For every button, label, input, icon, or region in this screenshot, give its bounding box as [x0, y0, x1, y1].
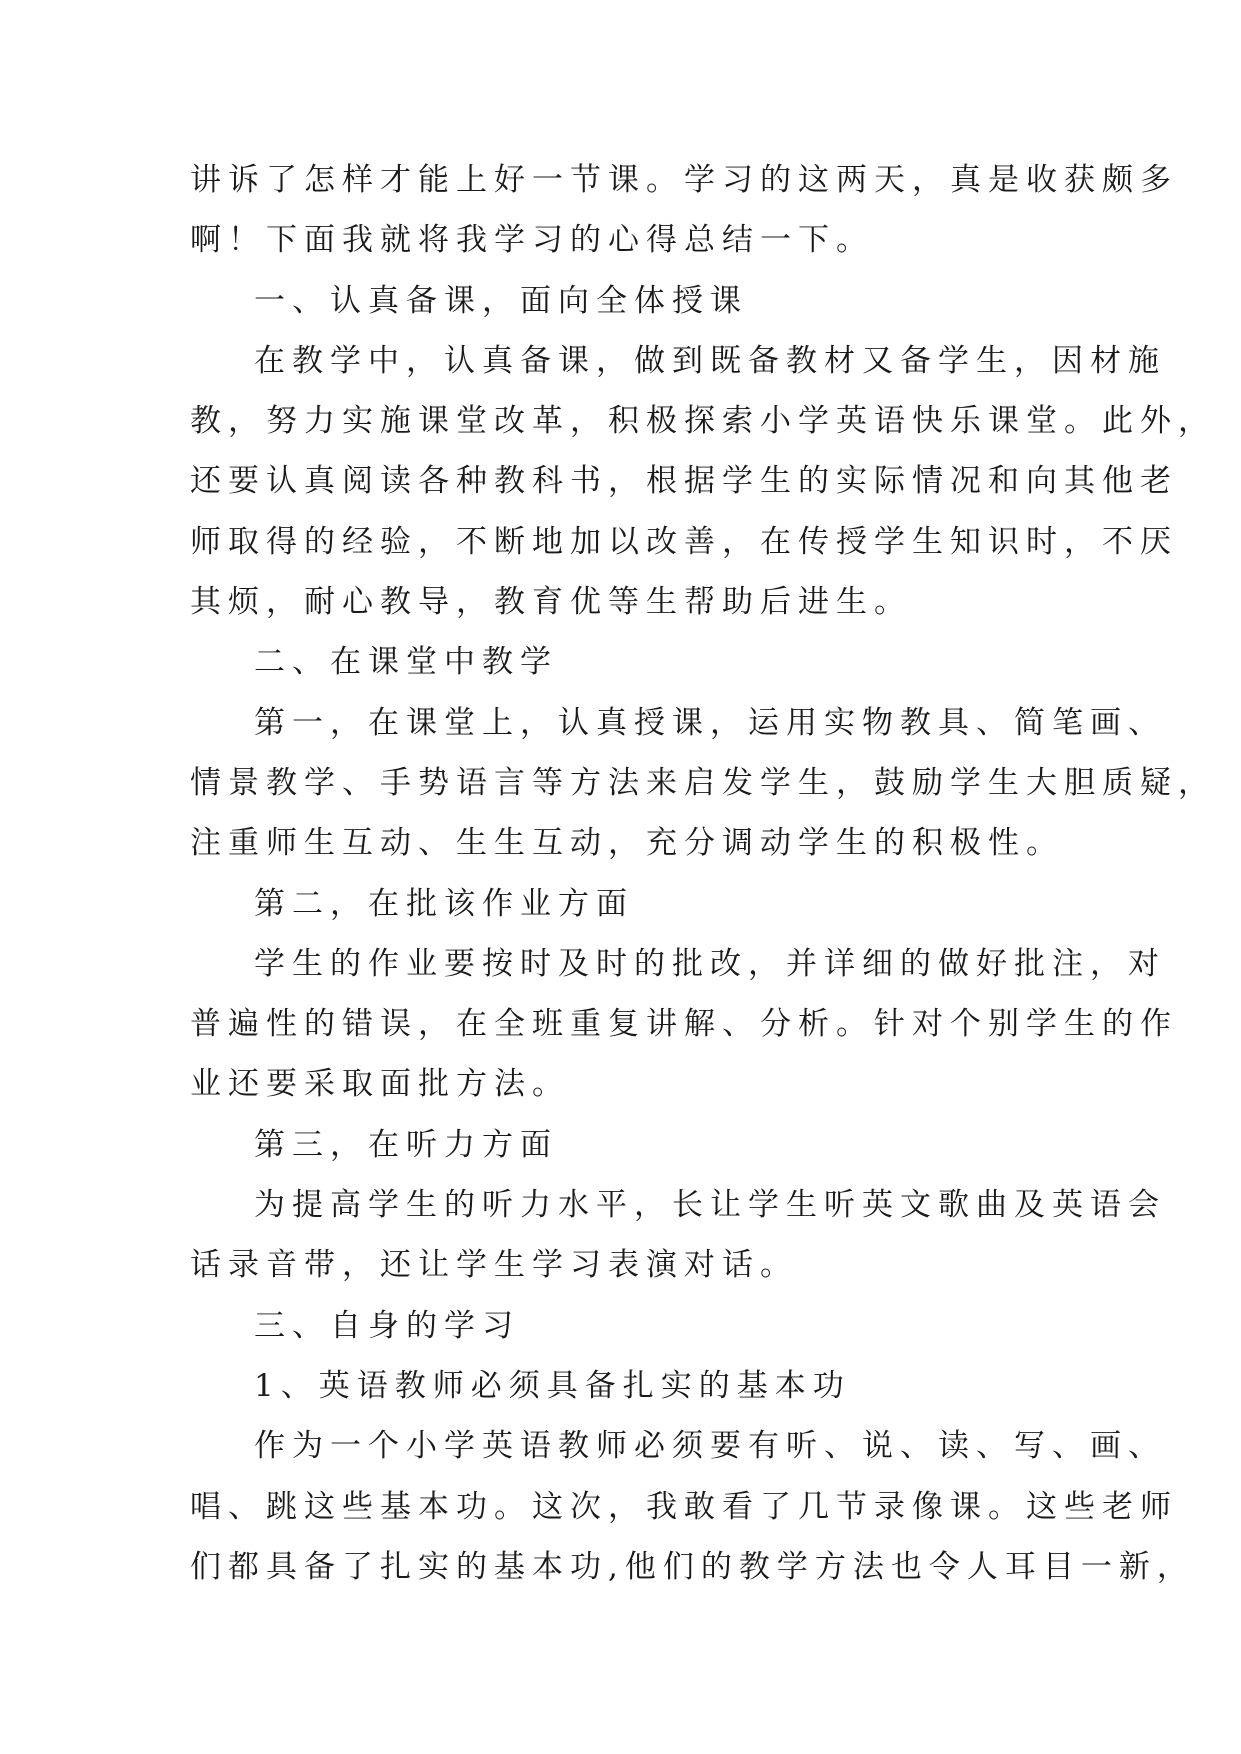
text-line: 注重师生互动、生生互动，充分调动学生的积极性。	[190, 825, 1064, 862]
text-line: 学生的作业要按时及时的批改，并详细的做好批注，对	[254, 945, 1166, 982]
text-line: 话录音带，还让学生学习表演对话。	[190, 1247, 798, 1284]
section-heading: 一、认真备课，面向全体授课	[254, 282, 748, 319]
text-line: 情景教学、手势语言等方法来启发学生，鼓励学生大胆质疑，	[190, 764, 1216, 801]
text-line: 还要认真阅读各种教科书，根据学生的实际情况和向其他老	[190, 463, 1178, 500]
text-line: 教，努力实施课堂改革，积极探索小学英语快乐课堂。此外，	[190, 403, 1216, 440]
text-line: 其烦，耐心教导，教育优等生帮助后进生。	[190, 584, 912, 621]
section-heading: 二、在课堂中教学	[254, 644, 558, 681]
text-line: 作为一个小学英语教师必须要有听、说、读、写、画、	[254, 1428, 1166, 1465]
text-line: 唱、跳这些基本功。这次，我敢看了几节录像课。这些老师	[190, 1488, 1178, 1525]
text-line: 为提高学生的听力水平，长让学生听英文歌曲及英语会	[254, 1187, 1166, 1224]
text-line: 业还要采取面批方法。	[190, 1066, 570, 1103]
body-text	[190, 150, 1216, 1597]
text-line: 在教学中，认真备课，做到既备教材又备学生，因材施	[254, 342, 1166, 379]
subsection-heading: 第二，在批该作业方面	[254, 885, 634, 922]
text-line: 讲诉了怎样才能上好一节课。学习的这两天，真是收获颇多	[190, 162, 1178, 198]
subsection-heading: 第三，在听力方面	[254, 1126, 558, 1163]
subsection-heading: 1、英语教师必须具备扎实的基本功	[254, 1367, 851, 1404]
text-line: 普遍性的错误，在全班重复讲解、分析。针对个别学生的作	[190, 1006, 1178, 1043]
text-line: 师取得的经验，不断地加以改善，在传授学生知识时，不厌	[190, 523, 1178, 560]
text-line: 们都具备了扎实的基本功,他们的教学方法也令人耳目一新，	[190, 1548, 1195, 1585]
text-line: 啊！下面我就将我学习的心得总结一下。	[190, 222, 874, 259]
text-line: 第一，在课堂上，认真授课，运用实物教具、简笔画、	[254, 704, 1166, 741]
section-heading: 三、自身的学习	[254, 1307, 520, 1344]
